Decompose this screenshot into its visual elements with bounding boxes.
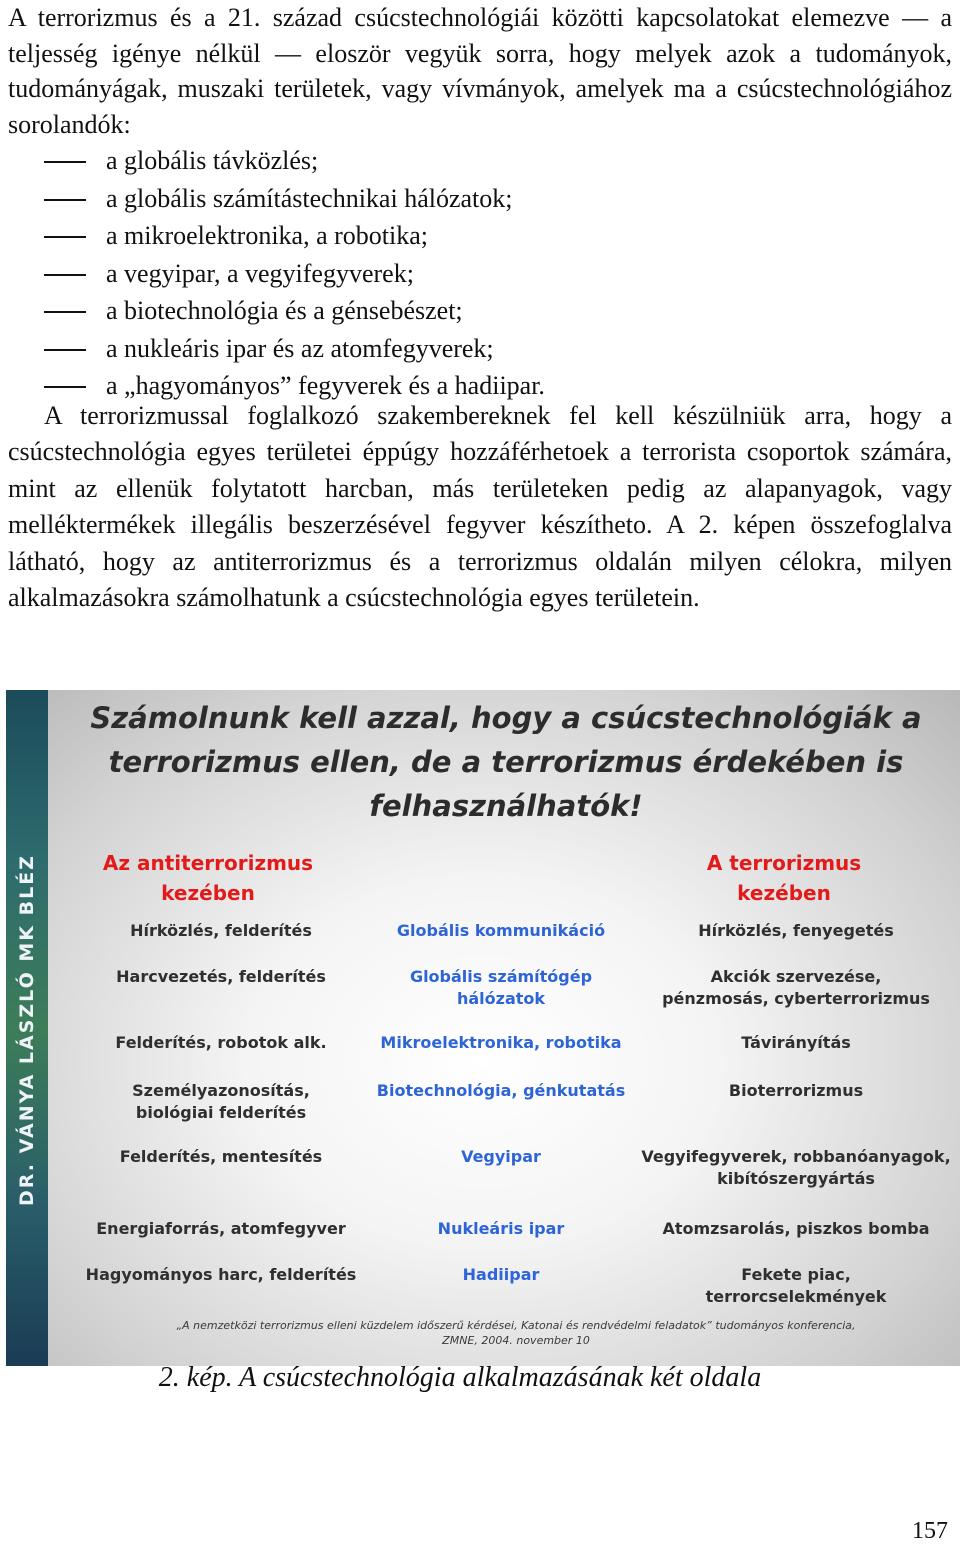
left-cell: Harcvezetés, felderítés	[116, 967, 326, 986]
middle-cell: Biotechnológia, génkutatás	[376, 1081, 626, 1100]
left-cell: Felderítés, robotok alk.	[115, 1033, 327, 1052]
left-cell: Hírközlés, felderítés	[130, 921, 312, 940]
list-item	[0, 292, 960, 330]
slide-title-line: terrorizmus ellen, de a terrorizmus érdekében is	[108, 745, 904, 779]
table-row-left	[66, 1218, 376, 1240]
list-item	[0, 255, 960, 293]
table-row-left	[66, 1264, 376, 1286]
left-column-header	[78, 848, 338, 908]
right-cell: Atomzsarolás, piszkos bomba	[662, 1219, 930, 1238]
table-row-middle	[366, 1146, 636, 1168]
left-header-line: kezében	[161, 881, 255, 905]
slide-figure	[6, 690, 960, 1366]
middle-cell: Nukleáris ipar	[437, 1219, 565, 1238]
table-row-right	[636, 966, 956, 1010]
right-cell: Bioterrorizmus	[728, 1081, 864, 1100]
left-cell: Személyazonosítás,	[132, 1081, 310, 1100]
slide-title-line: Számolnunk kell azzal, hogy a csúcstechnológiák a	[90, 701, 922, 735]
side-author-text: DR. VÁNYA LÁSZLÓ MK BLÉZ	[16, 854, 38, 1206]
dash-bullet	[44, 236, 86, 238]
intro-paragraph: A terrorizmus és a 21. század csúcstechnológiái közötti kapcsolatokat elemezve — a teljesség igénye nélkül — eloször vegyük sorra, hogy melyek azok a tudományok, tudományágak, muszaki területek, vagy vívmányok, amelyek ma a csúcstechnológiához sorolandók:	[8, 3, 952, 139]
list-item	[0, 330, 960, 368]
dash-bullet	[44, 349, 86, 351]
footnote-line: „A nemzetközi terrorizmus elleni küzdelem időszerű kérdései, Katonai és rendvédelmi feladatok” tudományos konferencia,	[176, 1319, 856, 1332]
table-row-middle	[366, 1218, 636, 1240]
slide-title-line: felhasználhatók!	[369, 789, 643, 823]
table-row-left	[66, 1032, 376, 1054]
table-row-right	[636, 1146, 956, 1190]
middle-cell: Mikroelektronika, robotika	[380, 1033, 622, 1052]
figure-caption: 2. kép. A csúcstechnológia alkalmazásának két oldala	[158, 1362, 762, 1393]
table-row-middle	[366, 966, 636, 1010]
middle-cell: Globális kommunikáció	[396, 921, 606, 940]
table-row-right	[636, 1218, 956, 1240]
list-item-text: a globális számítástechnikai hálózatok;	[106, 183, 513, 213]
left-cell: Felderítés, mentesítés	[119, 1147, 323, 1166]
right-header-line: kezében	[737, 881, 831, 905]
list-item-text: a biotechnológia és a génsebészet;	[106, 296, 463, 325]
left-cell: Energiaforrás, atomfegyver	[96, 1219, 346, 1238]
right-cell: terrorcselekmények	[705, 1287, 887, 1306]
list-item-text: a „hagyományos” fegyverek és a hadiipar.	[106, 371, 545, 400]
dash-bullet	[44, 311, 86, 313]
dash-bullet	[44, 386, 86, 388]
dash-bullet	[44, 274, 86, 276]
right-cell: Akciók szervezése,	[710, 967, 882, 986]
dash-bullet	[44, 199, 86, 201]
middle-cell: Vegyipar	[461, 1147, 541, 1166]
list-item-text: a mikroelektronika, a robotika;	[106, 221, 429, 250]
table-row-left	[66, 966, 376, 988]
list-item-text: a vegyipar, a vegyifegyverek;	[106, 258, 414, 288]
right-cell: Fekete piac,	[741, 1265, 851, 1284]
left-cell: biológiai felderítés	[135, 1103, 307, 1122]
table-row-middle	[366, 920, 636, 942]
middle-cell: Hadiipar	[462, 1265, 540, 1284]
footnote-line: ZMNE, 2004. november 10	[442, 1334, 590, 1347]
list-item	[0, 142, 960, 180]
table-row-left	[66, 1146, 376, 1168]
left-header-line: Az antiterrorizmus	[102, 851, 314, 875]
table-row-middle	[366, 1032, 636, 1054]
right-cell: Vegyifegyverek, robbanóanyagok,	[641, 1147, 951, 1166]
table-row-right	[636, 1032, 956, 1054]
table-row-left	[66, 1080, 376, 1124]
list-item	[0, 217, 960, 255]
list-item	[0, 180, 960, 218]
table-row-right	[636, 920, 956, 942]
right-header-line: A terrorizmus	[706, 851, 862, 875]
table-row-right	[636, 1264, 956, 1308]
table-row-right	[636, 1080, 956, 1102]
dash-bullet	[44, 161, 86, 163]
body-paragraph: A terrorizmussal foglalkozó szakembereknek fel kell készülniük arra, hogy a csúcstechnológia egyes területei éppúgy hozzáférhetoek a terrorista csoportok számára, mint az ellenük folytatott harcban, más területeken pedig az alapanyagok, vagy melléktermékek illegális beszerzésével fegyver készítheto. A 2. képen összefoglalva látható, hogy az antiterrorizmus és a terrorizmus oldalán milyen célokra, milyen alkalmazásokra számolhatunk a csúcstechnológia egyes területein.	[8, 401, 952, 613]
middle-cell: Globális számítógép hálózatok	[409, 967, 593, 1008]
table-row-left	[66, 920, 376, 942]
left-cell: Hagyományos harc, felderítés	[85, 1265, 357, 1284]
table-row-middle	[366, 1264, 636, 1286]
side-stripe	[6, 690, 48, 1366]
right-cell: pénzmosás, cyberterrorizmus	[662, 989, 930, 1008]
list-item-text: a globális távközlés;	[106, 146, 319, 175]
right-column-header	[654, 848, 914, 908]
table-row-middle	[366, 1080, 636, 1102]
right-cell: kibítószergyártás	[717, 1169, 875, 1188]
slide-footnote	[86, 1318, 946, 1348]
list-item-text: a nukleáris ipar és az atomfegyverek;	[106, 333, 494, 363]
technology-list	[0, 142, 960, 405]
right-cell: Hírközlés, fenyegetés	[698, 921, 894, 940]
right-cell: Távirányítás	[741, 1033, 851, 1052]
page-number: 157	[912, 1518, 948, 1544]
